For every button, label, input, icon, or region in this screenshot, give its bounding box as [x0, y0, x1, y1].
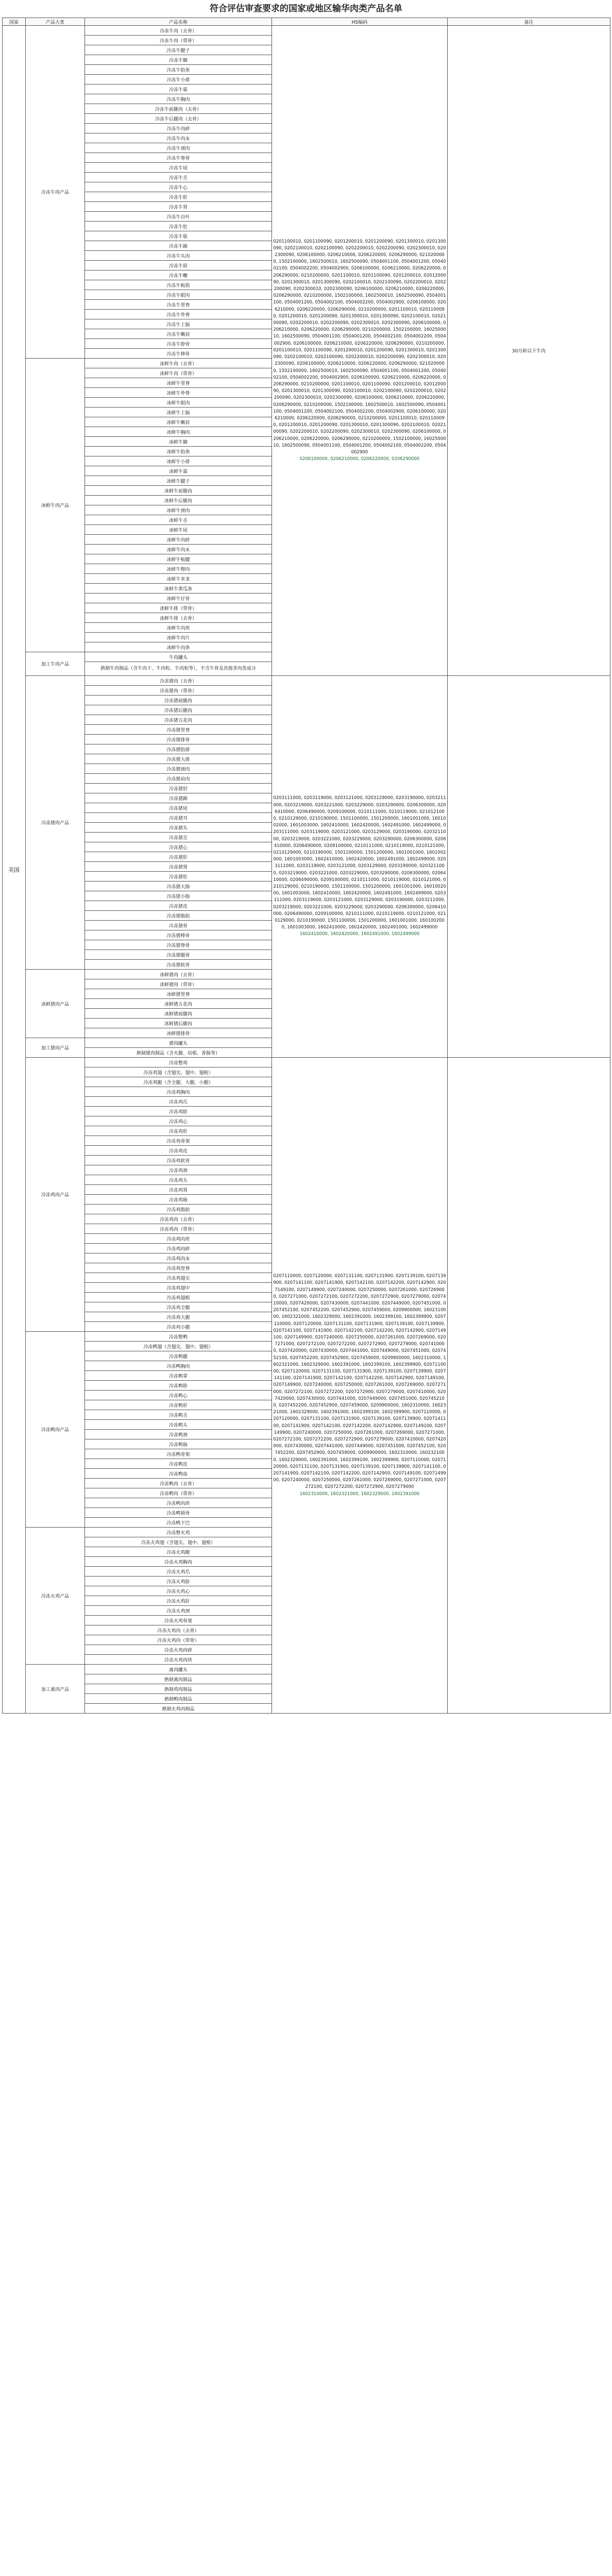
product-name-cell: 冷冻火鸡肉（带骨） [85, 1635, 272, 1645]
product-name-cell: 冷冻牛嫩肩 [85, 329, 272, 339]
hs-code-tail: 1602310000, 1602321000, 1602329000, 1602391000 [299, 1491, 420, 1497]
remark-cell: 30月龄以下牛肉 [448, 26, 610, 676]
subcategory-cell: 冰鲜牛肉产品 [26, 359, 85, 652]
product-name-cell: 冷冻牛后腿肉（去骨） [85, 114, 272, 124]
subcategory-cell: 加工猪肉产品 [26, 1038, 85, 1058]
product-name-cell: 牛肉罐头 [85, 652, 272, 662]
product-name-cell: 冷冻鸡翅尖 [85, 1273, 272, 1283]
product-name-cell: 冷冻火鸡颈 [85, 1606, 272, 1616]
product-name-cell: 冷冻鸡肝 [85, 1126, 272, 1136]
product-name-cell: 冷冻猪尾 [85, 803, 272, 813]
subcategory-cell: 加工禽肉产品 [26, 1665, 85, 1714]
remark-cell [448, 676, 610, 1058]
hs-code-list: 0201100010, 0201100090, 0201200010, 0201200090, 0201300010, 0201300090, 0202100010, 0202100090, 0202200010, 0202200090, 0202300010, 0202300090, 0206100000, 0206210000, 0206220000, 0206290000, 0210200000, 1502100000, 1602500010, 1602500090, 0504001100, 0504001200, 0504002100, 0504002200, 0504002900, 0206100000, 0206210000, 0206220000, 0206290000, 0210200000, 0201100010, 0201100090, 0201200010, 0201200090, 0201300010, 0201300090, 0202100010, 0202100090, 0202200010, 0202200090, 0202300010, 0202300090, 0206100000, 0206210000, 0206220000, 0206290000, 0210200000, 1502100000, 1602500010, 1602500090, 0504001100, 0504001200, 0504002100, 0504002200, 0504002900, 0206100000, 0206210000, 0206220000, 0206290000, 0210200000, 0201100010, 0201100090, 0201200010, 0201200090, 0201300010, 0201300090, 0202100010, 0202100090, 0202200010, 0202200090, 0202300010, 0202300090, 0206100000, 0206210000, 0206220000, 0206290000, 0210200000, 1502100000, 1602500010, 1602500090, 0504001100, 0504001200, 0504002100, 0504002200, 0504002900, 0206100000, 0206210000, 0206220000, 0206290000, 0210200000, 0201100010, 0201100090, 0201200010, 0201200090, 0201300010, 0201300090, 0202100010, 0202100090, 0202200010, 0202200090, 0202300010, 0202300090, 0206100000, 0206210000, 0206220000, 0206290000, 0210200000, 1502100000, 1602500010, 1602500090, 0504001100, 0504001200, 0504002100, 0504002200, 0504002900, 0206100000, 0206210000, 0206220000, 0206290000, 0210200000, 0201100010, 0201100090, 0201200010, 0201200090, 0201300010, 0201300090, 0202100010, 0202100090, 0202200010, 0202200090, 0202300010, 0202300090, 0206100000, 0206210000, 0206220000, 0206290000, 0210200000, 1502100000, 1602500010, 1602500090, 0504001100, 0504001200, 0504002100, 0504002200, 0504002900, 0206100000, 0206210000, 0206220000, 0206290000, 0210200000, 0201100010, 0201100090, 0201200010, 0201200090, 0201300010, 0201300090, 0202100010, 0202100090, 0202200010, 0202200090, 0202300010, 0202300090, 0206100000, 0206210000, 0206220000, 0206290000, 0210200000, 1502100000, 1602500010, 1602500090, 0504001100, 0504001200, 0504002100, 0504002200, 0504002900 [273, 239, 446, 455]
product-name-cell: 冷冻牛板筋 [85, 280, 272, 290]
product-name-cell: 冷冻鸭肉块 [85, 1498, 272, 1508]
product-name-cell: 冷冻火鸡肉（去骨） [85, 1625, 272, 1635]
product-name-cell: 冷冻牛尾 [85, 163, 272, 173]
product-name-cell: 冷冻牛肋条 [85, 65, 272, 75]
product-name-cell: 冷冻鸭颈 [85, 1430, 272, 1439]
product-name-cell: 冷冻猪舌 [85, 833, 272, 842]
product-name-cell: 冷冻猪头 [85, 823, 272, 833]
product-name-cell: 冷冻火鸡翅（含翅尖、翅中、翅根） [85, 1537, 272, 1547]
product-name-cell: 冰鲜猪前腿肉 [85, 1009, 272, 1019]
product-name-cell: 冷冻猪脂肪 [85, 911, 272, 921]
product-name-cell: 熟制火鸡肉制品 [85, 1704, 272, 1714]
product-name-cell: 冰鲜牛眼肉 [85, 398, 272, 408]
product-name-cell: 冷冻鸭舌 [85, 1410, 272, 1420]
product-name-cell: 冰鲜牛后腿肉 [85, 496, 272, 505]
product-name-cell: 冷冻猪骨 [85, 921, 272, 930]
product-name-cell: 冷冻牛筋 [85, 231, 272, 241]
product-name-cell: 冷冻猪肩肉 [85, 774, 272, 784]
hs-code-cell [272, 676, 448, 1058]
product-name-cell: 冷冻猪大肠 [85, 882, 272, 891]
product-name-cell: 冷冻鸭肠 [85, 1439, 272, 1449]
product-name-cell: 冷冻鸡肉碎 [85, 1244, 272, 1253]
product-name-cell: 熟制牛肉制品（含牛肉干、牛肉粒、牛肉松等），不含牛骨及其他非肉类成分 [85, 662, 272, 676]
product-name-cell: 冰鲜猪肉（带骨） [85, 979, 272, 989]
product-name-cell: 冰鲜猪肉（去骨） [85, 970, 272, 979]
product-name-cell: 冷冻牛舌 [85, 173, 272, 182]
product-name-cell: 冷冻火鸡爪 [85, 1567, 272, 1577]
product-name-cell: 冰鲜猪排骨 [85, 1028, 272, 1038]
product-name-cell: 冷冻鸭肉（去骨） [85, 1479, 272, 1488]
product-name-cell: 冷冻猪里脊 [85, 725, 272, 735]
product-name-cell: 冷冻火鸡肝 [85, 1596, 272, 1606]
product-name-cell: 禽肉罐头 [85, 1665, 272, 1674]
product-name-cell: 冷冻猪肘 [85, 784, 272, 793]
product-name-cell: 冰鲜牛舌 [85, 515, 272, 525]
product-name-cell: 冷冻猪蹄 [85, 793, 272, 803]
product-name-cell: 冷冻鸡胸肉 [85, 1087, 272, 1097]
product-name-cell: 冷冻牛霖 [85, 84, 272, 94]
product-name-cell: 冷冻猪后腿肉 [85, 705, 272, 715]
product-name-cell: 冷冻火鸡胸肉 [85, 1557, 272, 1567]
subcategory-cell: 冷冻鸡肉产品 [26, 1058, 85, 1332]
product-name-cell: 冷冻牛腱子 [85, 45, 272, 55]
product-name-cell: 冰鲜猪后腿肉 [85, 1019, 272, 1028]
product-name-cell: 冷冻牛脊骨 [85, 153, 272, 163]
product-name-cell: 冷冻猪肝 [85, 852, 272, 862]
product-name-cell: 冷冻鸭翅（含翅尖、翅中、翅根） [85, 1342, 272, 1351]
product-name-cell: 冷冻鸡里脊 [85, 1263, 272, 1273]
product-name-cell: 冰鲜牛黄瓜条 [85, 584, 272, 594]
product-name-cell: 冰鲜牛颈肉 [85, 505, 272, 515]
product-name-cell: 冷冻鸭胗 [85, 1381, 272, 1391]
product-name-cell: 冷冻猪软骨 [85, 960, 272, 970]
product-name-cell: 冰鲜牛米龙 [85, 574, 272, 584]
country-cell: 美国 [3, 26, 26, 1714]
product-name-cell: 冷冻牛肉（带骨） [85, 36, 272, 45]
product-name-cell: 冰鲜牛肉（去骨） [85, 359, 272, 368]
hs-code-tail: 1602410000, 1602420000, 1602491000, 1602499000 [299, 931, 420, 937]
product-name-cell: 冷冻鸡脂肪 [85, 1205, 272, 1214]
product-name-cell: 冷冻牛上脑 [85, 319, 272, 329]
product-name-cell: 冰鲜牛嫩肩 [85, 417, 272, 427]
hs-code-list: 0207110000, 0207120000, 0207131100, 0207131900, 0207139100, 0207139900, 0207141100, 0207141900, 0207142100, 0207142200, 0207142900, 0207149100, 0207149900, 0207240000, 0207250000, 0207261000, 0207269000, 0207271000, 0207272100, 0207272200, 0207272900, 0207279000, 0207410000, 0207420000, 0207430000, 0207441000, 0207449000, 0207451000, 0207452100, 0207452200, 0207452900, 0207459000, 0209900000, 1602310000, 1602321000, 1602329000, 1602391000, 1602399100, 1602399900, 0207110000, 0207120000, 0207131100, 0207131900, 0207139100, 0207139900, 0207141100, 0207141900, 0207142100, 0207142200, 0207142900, 0207149100, 0207149900, 0207240000, 0207250000, 0207261000, 0207269000, 0207271000, 0207272100, 0207272200, 0207272900, 0207279000, 0207410000, 0207420000, 0207430000, 0207441000, 0207449000, 0207451000, 0207452100, 0207452200, 0207452900, 0207459000, 0209900000, 1602310000, 1602321000, 1602329000, 1602391000, 1602399100, 1602399900, 0207110000, 0207120000, 0207131100, 0207131900, 0207139100, 0207139900, 0207141100, 0207141900, 0207142100, 0207142200, 0207142900, 0207149100, 0207149900, 0207240000, 0207250000, 0207261000, 0207269000, 0207271000, 0207272100, 0207272200, 0207272900, 0207279000, 0207410000, 0207420000, 0207430000, 0207441000, 0207449000, 0207451000, 0207452100, 0207452200, 0207452900, 0207459000, 0209900000, 1602310000, 1602321000, 1602329000, 1602391000, 1602399100, 1602399900, 0207110000, 0207120000, 0207131100, 0207131900, 0207139100, 0207139900, 0207141100, 0207141900, 0207142100, 0207142200, 0207142900, 0207149100, 0207149900, 0207240000, 0207250000, 0207261000, 0207269000, 0207271000, 0207272100, 0207272200, 0207272900, 0207279000, 0207410000, 0207420000, 0207430000, 0207441000, 0207449000, 0207451000, 0207452100, 0207452200, 0207452900, 0207459000, 0209900000, 1602310000, 1602321000, 1602329000, 1602391000, 1602399100, 1602399900, 0207110000, 0207120000, 0207131100, 0207131900, 0207139100, 0207139900, 0207141100, 0207141900, 0207142100, 0207142200, 0207142900, 0207149100, 0207149900, 0207240000, 0207250000, 0207261000, 0207269000, 0207271000, 0207272100, 0207272200, 0207272900, 0207279000 [273, 1274, 446, 1490]
product-name-cell: 冷冻鸡爪 [85, 1097, 272, 1107]
product-name-cell: 冷冻火鸡心 [85, 1586, 272, 1596]
header-country: 国家 [3, 18, 26, 26]
product-name-cell: 冷冻鸭骨架 [85, 1449, 272, 1459]
product-name-cell: 冷冻鸡胗 [85, 1107, 272, 1116]
product-name-cell: 冰鲜牛小排 [85, 456, 272, 466]
product-name-cell: 冷冻整鸡 [85, 1058, 272, 1067]
product-name-cell: 冰鲜牛霖 [85, 466, 272, 476]
product-name-cell: 冰鲜牛肉末 [85, 545, 272, 554]
product-name-cell: 冷冻火鸡骨架 [85, 1616, 272, 1625]
product-name-cell: 冰鲜牛仔骨 [85, 594, 272, 603]
product-name-cell: 冰鲜牛前腿肉 [85, 486, 272, 496]
product-name-cell: 冷冻鸡腿（含全腿、大腿、小腿） [85, 1077, 272, 1087]
product-name-cell: 冷冻猪前腿肉 [85, 696, 272, 705]
product-name-cell: 冰鲜牛臀肉 [85, 564, 272, 574]
product-name-cell: 冷冻火鸡肉块 [85, 1655, 272, 1665]
product-name-cell: 冷冻猪排骨 [85, 735, 272, 744]
product-name-cell: 冷冻猪肉（带骨） [85, 686, 272, 696]
product-name-cell: 冷冻牛肉碎 [85, 124, 272, 133]
page-title: 符合评估审查要求的国家或地区输华肉类产品名单 [210, 4, 402, 14]
header-product: 产品名称 [85, 18, 272, 26]
product-name-cell: 冷冻鸭肝 [85, 1400, 272, 1410]
product-name-cell: 冷冻鸭腿 [85, 1351, 272, 1361]
product-name-cell: 冷冻猪肉（去骨） [85, 676, 272, 686]
product-name-cell: 冷冻鸭肉（带骨） [85, 1488, 272, 1498]
product-name-cell: 冷冻鸡大腿 [85, 1312, 272, 1322]
product-name-cell: 冷冻牛棒骨 [85, 349, 272, 359]
product-name-cell: 冷冻牛肚 [85, 222, 272, 231]
table-row [3, 1058, 610, 1067]
product-name-cell: 冷冻猪腿骨 [85, 950, 272, 960]
product-name-cell: 冰鲜猪五花肉 [85, 999, 272, 1009]
product-name-cell: 冷冻牛里脊 [85, 300, 272, 310]
product-name-cell: 冷冻猪心 [85, 842, 272, 852]
product-name-cell: 冷冻牛肉末 [85, 133, 272, 143]
header-hs-code: HS编码 [272, 18, 448, 26]
product-name-cell: 熟制猪肉制品（含火腿、培根、香肠等） [85, 1048, 272, 1058]
product-name-cell: 冰鲜牛尾 [85, 525, 272, 535]
product-name-cell: 冷冻牛外脊 [85, 310, 272, 319]
product-name-cell: 冷冻牛肉（去骨） [85, 26, 272, 36]
product-name-cell: 冷冻猪脊骨 [85, 940, 272, 950]
product-name-cell: 冰鲜牛腱子 [85, 476, 272, 486]
subcategory-cell: 冰鲜猪肉产品 [26, 970, 85, 1038]
product-name-cell: 冷冻鸡翅（含翅尖、翅中、翅根） [85, 1067, 272, 1077]
subcategory-cell: 冷冻牛肉产品 [26, 26, 85, 359]
product-name-cell: 冷冻鸡肉（去骨） [85, 1214, 272, 1224]
subcategory-cell: 冷冻猪肉产品 [26, 676, 85, 970]
subcategory-cell: 加工牛肉产品 [26, 652, 85, 676]
product-name-cell: 冷冻牛百叶 [85, 212, 272, 222]
product-name-cell: 冷冻火鸡胗 [85, 1577, 272, 1586]
product-name-cell: 冷冻鸡肉块 [85, 1234, 272, 1244]
product-name-cell: 冷冻鸡肉（带骨） [85, 1224, 272, 1234]
product-name-cell: 冷冻鸡肉末 [85, 1253, 272, 1263]
product-name-cell: 冷冻猪颈肉 [85, 764, 272, 774]
product-name-cell: 冷冻牛蹄 [85, 241, 272, 251]
product-name-cell: 冷冻鸡肾 [85, 1185, 272, 1195]
product-name-cell: 冰鲜牛排（带骨） [85, 603, 272, 613]
table-header-row [3, 18, 610, 26]
table-row [3, 26, 610, 36]
product-name-cell: 冷冻火鸡肉碎 [85, 1645, 272, 1655]
product-name-cell: 冷冻牛前腿肉（去骨） [85, 104, 272, 114]
product-name-cell: 冷冻鸡软骨 [85, 1156, 272, 1165]
product-name-cell: 冰鲜牛排（去骨） [85, 613, 272, 623]
hs-code-cell [272, 26, 448, 676]
product-name-cell: 冷冻鸭锁骨 [85, 1508, 272, 1518]
product-name-cell: 冰鲜牛外脊 [85, 388, 272, 398]
table-row [3, 676, 610, 686]
product-name-cell: 冷冻鸭胸肉 [85, 1361, 272, 1371]
product-name-cell: 冷冻整火鸡 [85, 1528, 272, 1537]
product-name-cell: 冷冻猪肾 [85, 862, 272, 872]
product-name-cell: 冷冻火鸡腿 [85, 1547, 272, 1557]
product-name-cell: 冷冻牛胸肉 [85, 94, 272, 104]
product-name-cell: 冰鲜牛肉条 [85, 642, 272, 652]
product-name-cell: 冰鲜猪里脊 [85, 989, 272, 999]
product-name-cell: 冷冻鸡皮 [85, 1146, 272, 1156]
product-name-cell: 冰鲜牛腩 [85, 437, 272, 447]
product-name-cell: 冷冻牛头肉 [85, 251, 272, 261]
product-table [2, 18, 610, 1714]
product-name-cell: 冷冻猪小肠 [85, 891, 272, 901]
product-name-cell: 冰鲜牛胸肉 [85, 427, 272, 437]
product-name-cell: 熟制禽肉制品 [85, 1674, 272, 1684]
product-name-cell: 冷冻牛腩 [85, 55, 272, 65]
product-name-cell: 冷冻猪大排 [85, 754, 272, 764]
product-name-cell: 冷冻鸭心 [85, 1391, 272, 1400]
product-name-cell: 冷冻牛鞭 [85, 270, 272, 280]
product-name-cell: 冷冻猪五花肉 [85, 715, 272, 725]
product-name-cell: 冰鲜牛板腱 [85, 554, 272, 564]
table-body [3, 26, 610, 1714]
product-name-cell: 冷冻鸡翅根 [85, 1293, 272, 1302]
product-name-cell: 冷冻牛唇 [85, 261, 272, 270]
product-name-cell: 冷冻牛眼肉 [85, 290, 272, 300]
product-name-cell: 冰鲜牛肉片 [85, 633, 272, 642]
product-name-cell: 猪肉罐头 [85, 1038, 272, 1048]
header-category: 产品大类 [26, 18, 85, 26]
hs-code-cell [272, 1058, 448, 1714]
header-remark: 备注 [448, 18, 610, 26]
product-name-cell: 冷冻猪棒骨 [85, 930, 272, 940]
product-name-cell: 冷冻牛肝 [85, 192, 272, 202]
product-name-cell: 熟制鸡肉制品 [85, 1684, 272, 1694]
product-name-cell: 冷冻猪耳 [85, 813, 272, 823]
product-name-cell: 冰鲜牛里脊 [85, 378, 272, 388]
product-name-cell: 冷冻鸡翅中 [85, 1283, 272, 1293]
product-name-cell: 冷冻鸭血 [85, 1469, 272, 1479]
product-name-cell: 冷冻鸭头 [85, 1420, 272, 1430]
product-name-cell: 冷冻牛脖骨 [85, 339, 272, 349]
product-name-cell: 冷冻牛颈肉 [85, 143, 272, 153]
product-name-cell: 冰鲜牛上脑 [85, 408, 272, 417]
product-name-cell: 冰鲜牛肉（带骨） [85, 368, 272, 378]
subcategory-cell: 冷冻鸭肉产品 [26, 1332, 85, 1528]
remark-cell [448, 1058, 610, 1714]
product-name-cell: 冷冻鸭掌 [85, 1371, 272, 1381]
product-name-cell: 冷冻鸡颈 [85, 1165, 272, 1175]
hs-code-tail: 0206100000, 0206210000, 0206220000, 0206290000 [299, 456, 420, 462]
product-name-cell: 冰鲜牛肋条 [85, 447, 272, 456]
product-name-cell: 冰鲜牛肉块 [85, 623, 272, 633]
product-name-cell: 冷冻猪皮 [85, 901, 272, 911]
product-name-cell: 冷冻鸭下巴 [85, 1518, 272, 1528]
product-name-cell: 冰鲜牛肉碎 [85, 535, 272, 545]
product-name-cell: 冷冻牛肾 [85, 202, 272, 212]
product-name-cell: 冷冻牛心 [85, 182, 272, 192]
product-name-cell: 冷冻牛小排 [85, 75, 272, 84]
product-name-cell: 冷冻鸡骨架 [85, 1136, 272, 1146]
hs-code-list: 0203111000, 0203119000, 0203121000, 0203129000, 0203190000, 0203211000, 0203219000, 0203221000, 0203229000, 0203290000, 0206300000, 0206410000, 0206490000, 0209100000, 0210111000, 0210119000, 0210121000, 0210129000, 0210190000, 1501100000, 1501200000, 1601001000, 1601002000, 1601003000, 1602410000, 1602420000, 1602491000, 1602499000, 0203111000, 0203119000, 0203121000, 0203129000, 0203190000, 0203211000, 0203219000, 0203221000, 0203229000, 0203290000, 0206300000, 0206410000, 0206490000, 0209100000, 0210111000, 0210119000, 0210121000, 0210129000, 0210190000, 1501100000, 1501200000, 1601001000, 1601002000, 1601003000, 1602410000, 1602420000, 1602491000, 1602499000, 0203111000, 0203119000, 0203121000, 0203129000, 0203190000, 0203211000, 0203219000, 0203221000, 0203229000, 0203290000, 0206300000, 0206410000, 0206490000, 0209100000, 0210111000, 0210119000, 0210121000, 0210129000, 0210190000, 1501100000, 1501200000, 1601001000, 1601002000, 1601003000, 1602410000, 1602420000, 1602491000, 1602499000, 0203111000, 0203119000, 0203121000, 0203129000, 0203190000, 0203211000, 0203219000, 0203221000, 0203229000, 0203290000, 0206300000, 0206410000, 0206490000, 0209100000, 0210111000, 0210119000, 0210121000, 0210129000, 0210190000, 1501100000, 1501200000, 1601001000, 1601002000, 1601003000, 1602410000, 1602420000, 1602491000, 1602499000 [273, 795, 446, 930]
product-name-cell: 冷冻鸡心 [85, 1116, 272, 1126]
product-name-cell: 冷冻猪肋排 [85, 744, 272, 754]
product-name-cell: 冷冻鸡小腿 [85, 1322, 272, 1332]
product-name-cell: 冷冻鸡头 [85, 1175, 272, 1185]
product-name-cell: 熟制鸭肉制品 [85, 1694, 272, 1704]
product-name-cell: 冷冻整鸭 [85, 1332, 272, 1342]
product-name-cell: 冷冻鸡肠 [85, 1195, 272, 1205]
product-name-cell: 冷冻鸭皮 [85, 1459, 272, 1469]
subcategory-cell: 冷冻火鸡产品 [26, 1528, 85, 1665]
product-name-cell: 冷冻猪肚 [85, 872, 272, 882]
product-name-cell: 冷冻鸡全腿 [85, 1302, 272, 1312]
